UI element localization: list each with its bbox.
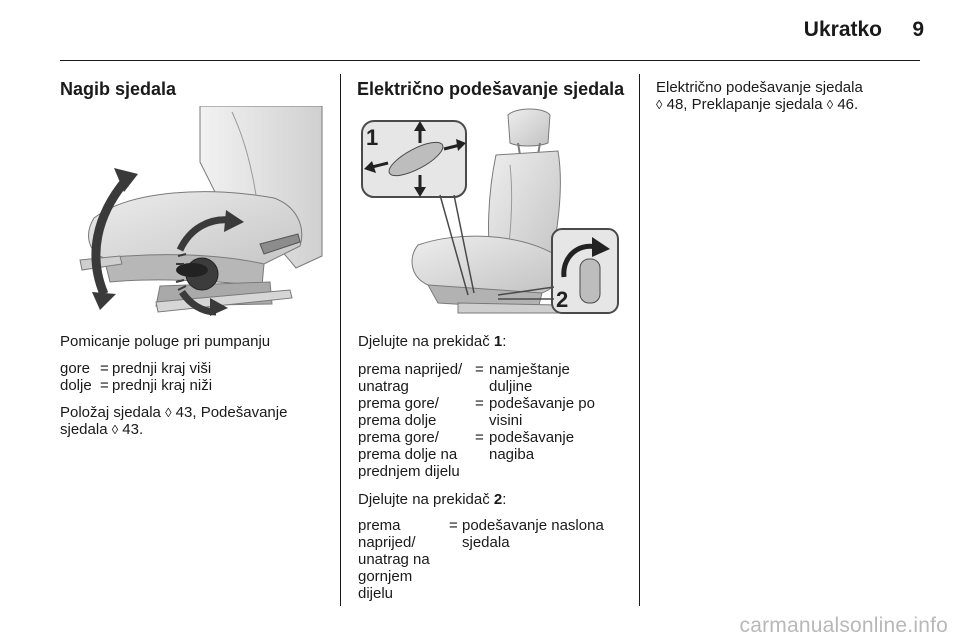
row-term-line: dijelu (358, 585, 394, 602)
row-description: prednji kraj niži (112, 377, 213, 394)
row-equals: = (475, 395, 484, 412)
reference-arrow-icon: ◊ (111, 422, 119, 437)
row-description-line: podešavanje naslona (462, 517, 604, 534)
figure-label-1: 1 (366, 125, 379, 150)
page-number: 9 (912, 18, 924, 41)
row-term-line: unatrag na (358, 551, 430, 568)
switch1-row-front-tilt (358, 429, 628, 480)
row-description-line: podešavanje po (489, 395, 595, 412)
row-term-line: prednjem dijelu (358, 463, 460, 480)
electric-seat-references (656, 79, 916, 113)
row-description-line: podešavanje (489, 429, 575, 446)
reference-text: Električno podešavanje sjedala (656, 79, 863, 96)
row-term-line: prema dolje (358, 412, 437, 429)
switch1-row-forward-back (358, 361, 628, 395)
row-term: gore (60, 360, 91, 377)
switch-number: 2 (493, 491, 503, 508)
row-description-line: nagiba (489, 446, 535, 463)
row-description-line: visini (489, 412, 523, 429)
switch2-instruction (358, 491, 506, 508)
row-equals: = (475, 429, 484, 446)
row-equals: = (100, 360, 109, 377)
row-term-line: prema naprijed/ (358, 361, 463, 378)
row-equals: = (475, 361, 484, 378)
switch1-instruction (358, 333, 506, 350)
header-rule (60, 60, 920, 61)
row-term-line: prema dolje na (358, 446, 458, 463)
row-description-line: sjedala (462, 534, 510, 551)
figure-label-2: 2 (556, 287, 569, 312)
seat-tilt-row-up (60, 360, 330, 377)
column-divider-right (639, 74, 640, 606)
row-term-line: gornjem (358, 568, 413, 585)
reference-link-electric-seat[interactable]: 48, Preklapanje sjedala (662, 96, 827, 113)
instruction-colon: : (502, 491, 507, 508)
row-term-line: prema gore/ (358, 429, 439, 446)
seat-tilt-row-down (60, 377, 330, 394)
seat-tilt-caption: Pomicanje poluge pri pumpanju (60, 333, 271, 350)
row-term: dolje (60, 377, 92, 394)
reference-link-seat-adjustment[interactable]: 43. (118, 421, 144, 438)
reference-link-folding-seat[interactable]: 46. (833, 96, 859, 113)
row-equals: = (449, 517, 458, 534)
reference-arrow-icon: ◊ (165, 405, 172, 420)
row-equals: = (100, 377, 109, 394)
row-description-line: duljine (489, 378, 533, 395)
reference-arrow-icon: ◊ (656, 97, 663, 112)
running-header: Ukratko (803, 18, 882, 41)
switch2-row-backrest (358, 517, 628, 602)
column-divider-left (340, 74, 341, 606)
row-description: prednji kraj viši (112, 360, 212, 377)
instruction-text: Djelujte na prekidač (358, 333, 494, 350)
reference-text: sjedala (60, 421, 112, 438)
watermark: carmanualsonline.info (739, 614, 948, 637)
row-term-line: prema gore/ (358, 395, 439, 412)
instruction-text: Djelujte na prekidač (358, 491, 494, 508)
reference-arrow-icon: ◊ (826, 97, 834, 112)
reference-text: Položaj sjedala (60, 404, 166, 421)
seat-tilt-figure (60, 106, 324, 319)
row-term-line: unatrag (358, 378, 409, 395)
seat-tilt-references (60, 404, 330, 438)
row-description-line: namještanje (489, 361, 570, 378)
section-title-electric-seat: Električno podešavanje sjedala (357, 79, 625, 99)
row-term-line: naprijed/ (358, 534, 416, 551)
switch-number: 1 (493, 333, 503, 350)
instruction-colon: : (502, 333, 507, 350)
switch1-row-up-down (358, 395, 628, 429)
row-term-line: prema (358, 517, 401, 534)
reference-link-seat-position[interactable]: 43, Podešavanje (171, 404, 288, 421)
electric-seat-figure (358, 107, 620, 319)
section-title-seat-tilt: Nagib sjedala (60, 79, 177, 99)
